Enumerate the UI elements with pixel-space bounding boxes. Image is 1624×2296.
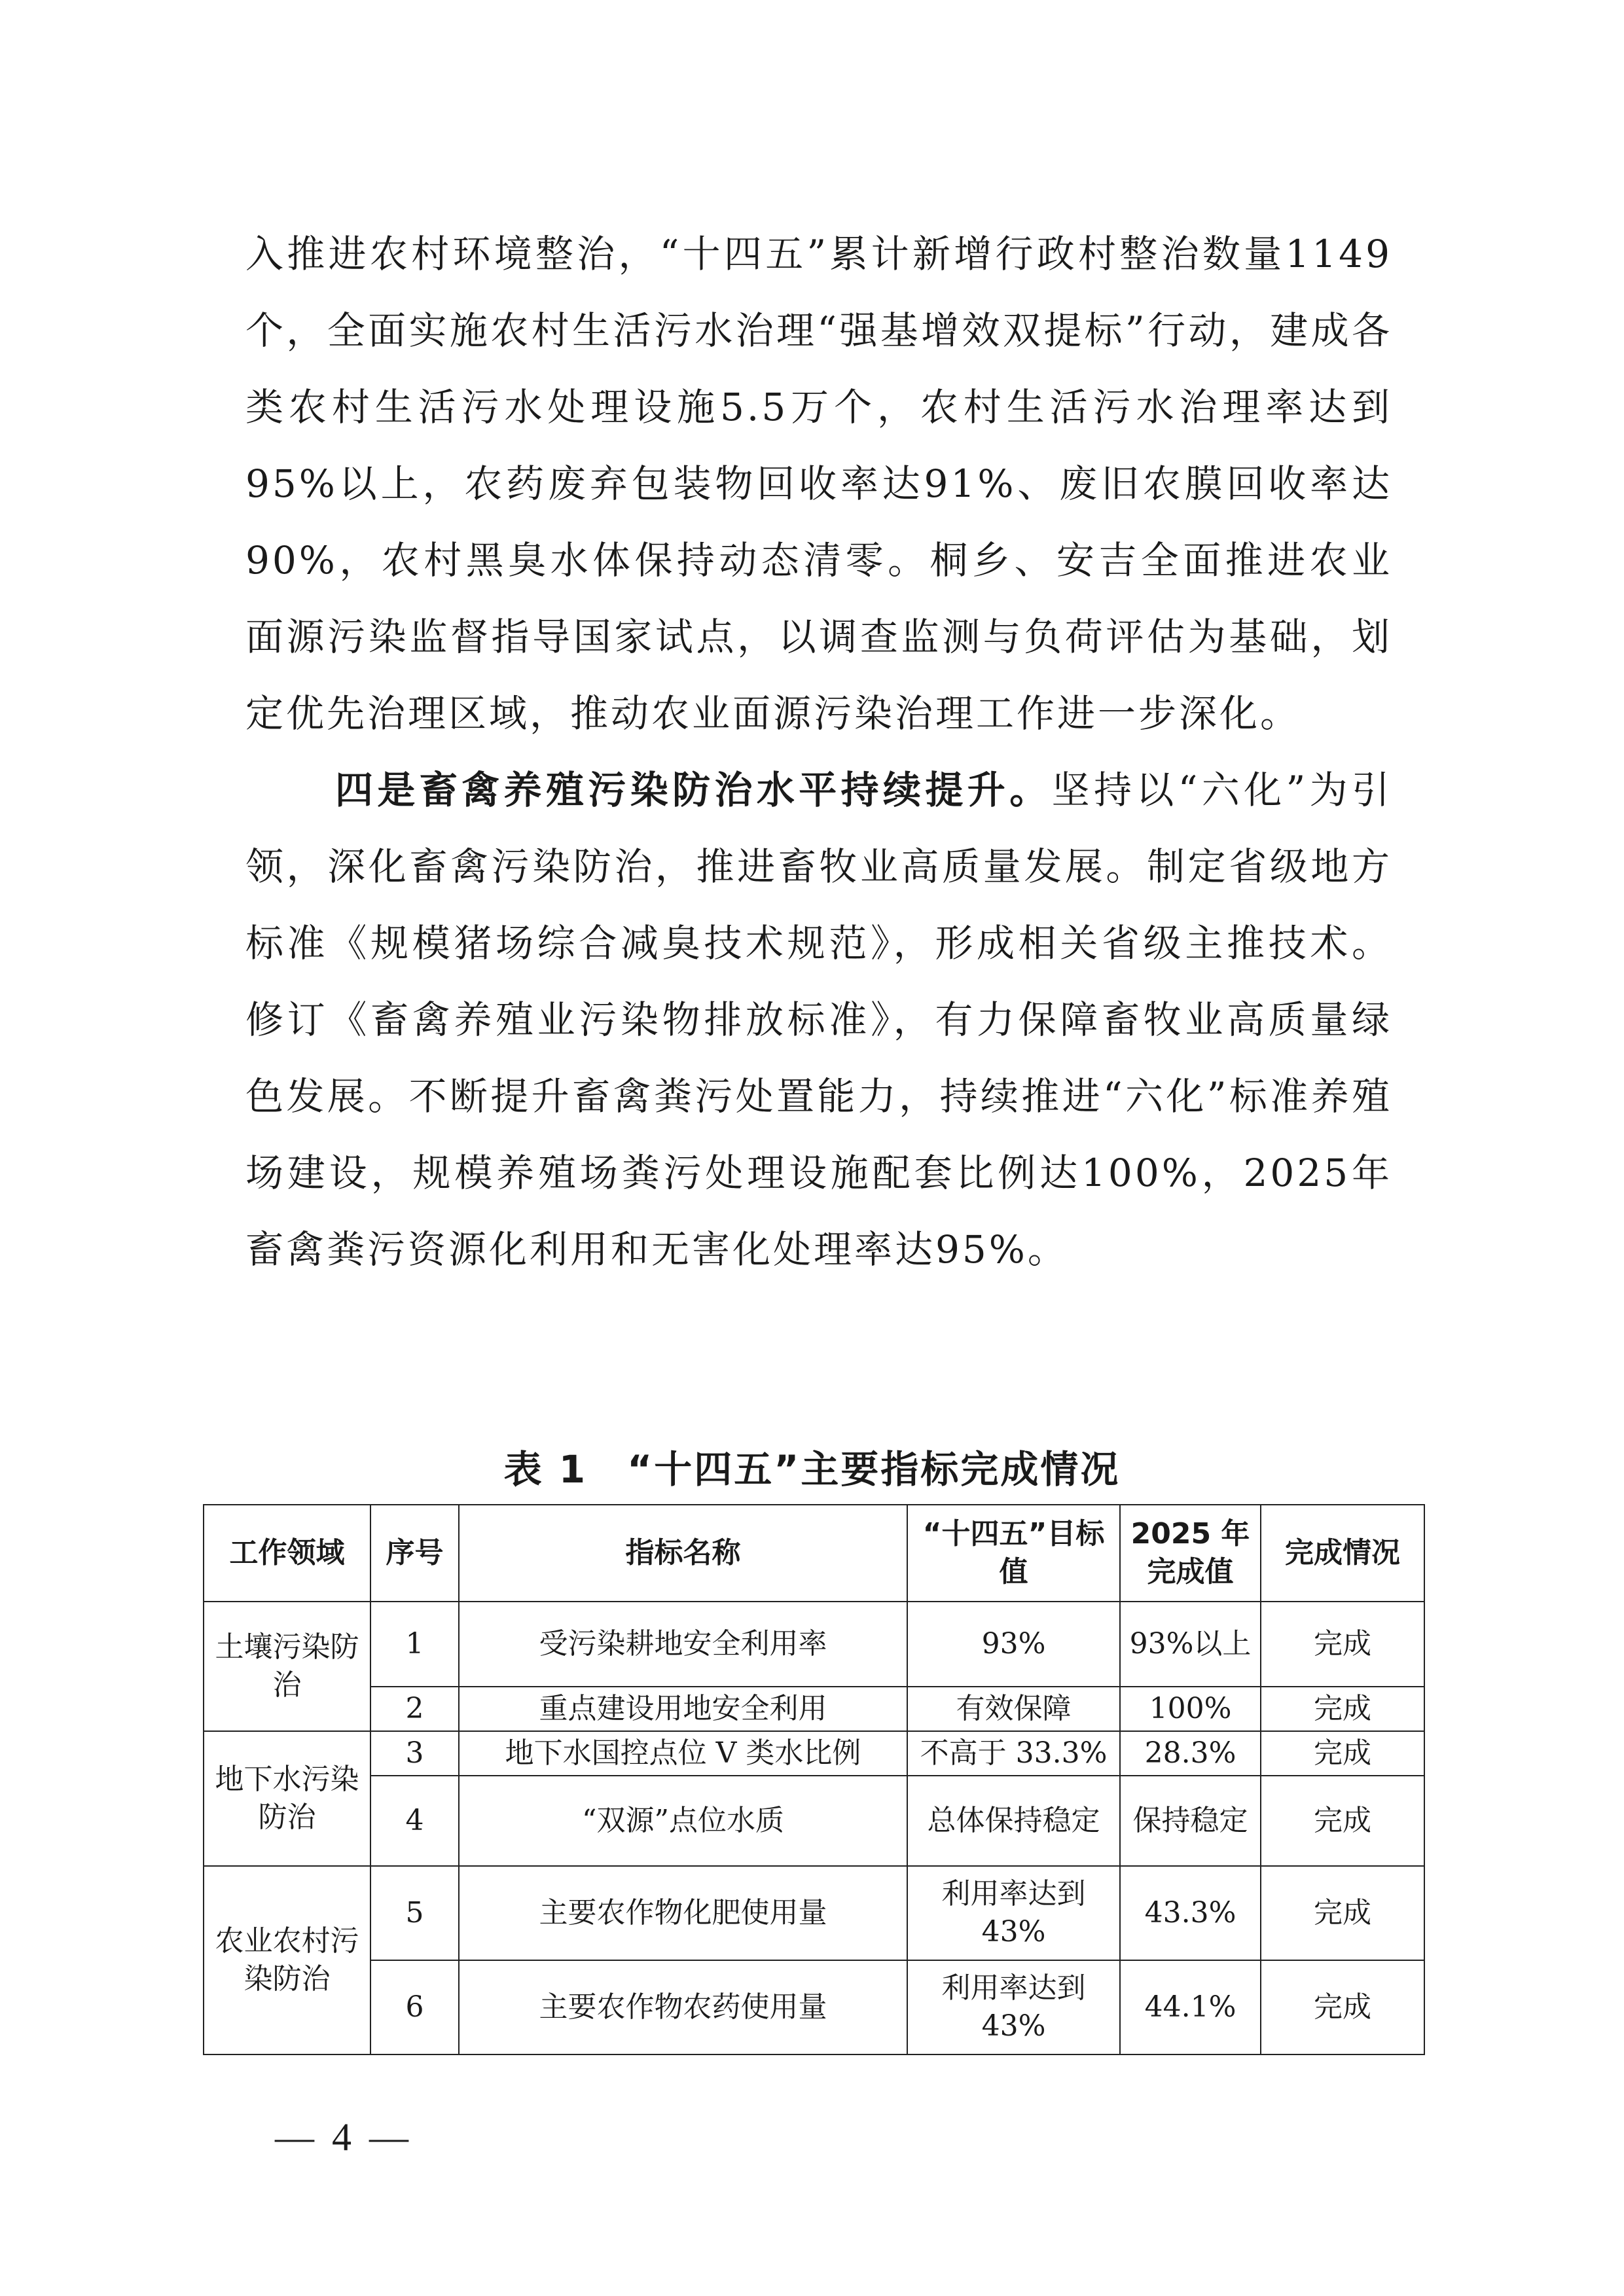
name-cell: 主要农作物化肥使用量 — [459, 1866, 907, 1960]
header-area: 工作领域 — [204, 1505, 370, 1602]
paragraph-1: 入推进农村环境整治，“十四五”累计新增行政村整治数量1149个，全面实施农村生活污水治理“强基增效双提标”行动，建成各类农村生活污水处理设施5.5万个，农村生活污水治理率达到95%以上，农药废弃包装物回收率达91%、废旧农膜回收率达90%，农村黑臭水体保持动态清零。桐乡、安吉全面推进农业面源污染监督指导国家试点，以调查监测与负荷评估为基础，划定优先治理区域，推动农业面源污染治理工作进一步深化。 — [245, 232, 1392, 736]
value-cell: 100% — [1120, 1687, 1261, 1731]
no-cell: 1 — [370, 1602, 459, 1687]
no-cell: 5 — [370, 1866, 459, 1960]
target-cell: 有效保障 — [907, 1687, 1120, 1731]
name-cell: 地下水国控点位 Ⅴ 类水比例 — [459, 1731, 907, 1776]
value-cell: 28.3% — [1120, 1731, 1261, 1776]
status-cell: 完成 — [1261, 1960, 1424, 2054]
header-no: 序号 — [370, 1505, 459, 1602]
header-name: 指标名称 — [459, 1505, 907, 1602]
area-cell: 地下水污染防治 — [204, 1731, 370, 1866]
status-cell: 完成 — [1261, 1776, 1424, 1866]
indicators-table — [203, 1504, 1425, 2055]
body-text — [245, 216, 1392, 1288]
no-cell: 6 — [370, 1960, 459, 2054]
target-cell: 总体保持稳定 — [907, 1776, 1120, 1866]
status-cell: 完成 — [1261, 1602, 1424, 1687]
area-cell: 农业农村污染防治 — [204, 1866, 370, 2054]
name-cell: 重点建设用地安全利用 — [459, 1687, 907, 1731]
name-cell: 主要农作物农药使用量 — [459, 1960, 907, 2054]
no-cell: 3 — [370, 1731, 459, 1776]
value-cell: 93%以上 — [1120, 1602, 1261, 1687]
target-cell: 利用率达到43% — [907, 1866, 1120, 1960]
target-cell: 不高于 33.3% — [907, 1731, 1120, 1776]
value-cell: 43.3% — [1120, 1866, 1261, 1960]
paragraph-2-lead: 四是畜禽养殖污染防治水平持续提升。 — [335, 768, 1052, 812]
status-cell: 完成 — [1261, 1687, 1424, 1731]
page-number: — 4 — — [275, 2115, 412, 2159]
name-cell: 受污染耕地安全利用率 — [459, 1602, 907, 1687]
header-target: “十四五”目标值 — [907, 1505, 1120, 1602]
no-cell: 2 — [370, 1687, 459, 1731]
header-status: 完成情况 — [1261, 1505, 1424, 1602]
value-cell: 44.1% — [1120, 1960, 1261, 2054]
table-row — [204, 1960, 1424, 2054]
table-caption: 表 1 “十四五”主要指标完成情况 — [503, 1447, 1121, 1492]
value-cell: 保持稳定 — [1120, 1776, 1261, 1866]
paragraph-2-body: 坚持以“六化”为引领，深化畜禽污染防治，推进畜牧业高质量发展。制定省级地方标准《规模猪场综合减臭技术规范》，形成相关省级主推技术。修订《畜禽养殖业污染物排放标准》，有力保障畜牧业高质量绿色发展。不断提升畜禽粪污处置能力，持续推进“六化”标准养殖场建设，规模养殖场粪污处理设施配套比例达100%，2025年畜禽粪污资源化利用和无害化处理率达95%。 — [245, 768, 1392, 1272]
header-value: 2025 年完成值 — [1120, 1505, 1261, 1602]
table-row — [204, 1602, 1424, 1687]
name-cell: “双源”点位水质 — [459, 1776, 907, 1866]
target-cell: 93% — [907, 1602, 1120, 1687]
table-row — [204, 1776, 1424, 1866]
area-cell: 土壤污染防治 — [204, 1602, 370, 1731]
status-cell: 完成 — [1261, 1866, 1424, 1960]
table-row — [204, 1687, 1424, 1731]
status-cell: 完成 — [1261, 1731, 1424, 1776]
no-cell: 4 — [370, 1776, 459, 1866]
target-cell: 利用率达到43% — [907, 1960, 1120, 2054]
table-row — [204, 1866, 1424, 1960]
table-row — [204, 1731, 1424, 1776]
table-header-row — [204, 1505, 1424, 1602]
paragraph-2 — [245, 752, 1392, 1288]
